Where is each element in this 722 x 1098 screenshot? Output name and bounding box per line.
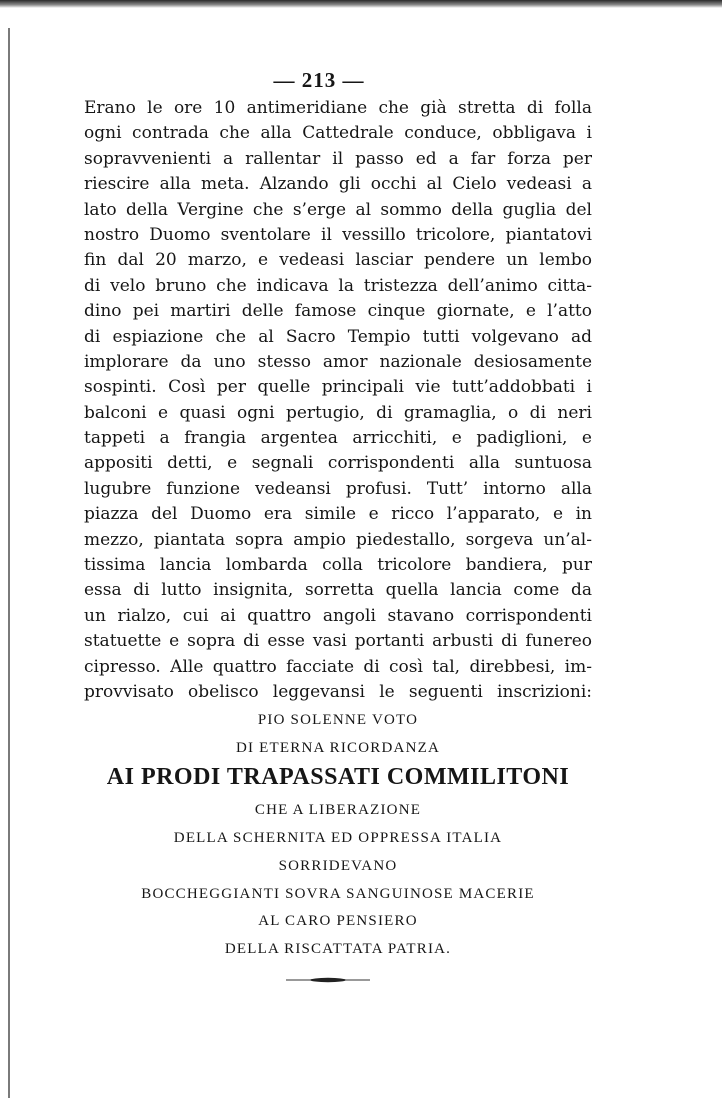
text-line: sopravvenienti a rallentar il passo ed a far forza per — [84, 148, 592, 169]
text-line: mezzo, piantata sopra ampio piedestallo, sorgeva un’al- — [84, 529, 592, 550]
inscription-line: DI ETERNA RICORDANZA — [236, 740, 440, 756]
inscription-line: DELLA RISCATTATA PATRIA. — [224, 941, 452, 957]
text-line: implorare da uno stesso amor nazionale desiosamente — [84, 351, 592, 372]
inscription-line: BOCCHEGGIANTI SOVRA SANGUINOSE MACERIE — [141, 886, 535, 902]
inscription-line: PIO SOLENNE VOTO — [257, 712, 419, 728]
end-ornament — [286, 977, 370, 983]
text-line: dino pei martiri delle famose cinque giornate, e l’atto — [84, 301, 592, 322]
text-line: di velo bruno che indicava la tristezza dell’animo citta- — [84, 275, 592, 296]
text-line: cipresso. Alle quattro facciate di così tal, direbbesi, im- — [84, 656, 592, 677]
text-line: statuette e sopra di esse vasi portanti arbusti di funereo — [84, 631, 592, 652]
inscription-line: SORRIDEVANO — [278, 858, 398, 874]
page-number: — 213 — — [273, 68, 365, 92]
text-line: lugubre funzione vedeansi profusi. Tutt’ intorno alla — [84, 478, 592, 499]
text-line: riescire alla meta. Alzando gli occhi al Cielo vedeasi a — [84, 174, 592, 195]
text-line: piazza del Duomo era simile e ricco l’apparato, e in — [84, 504, 592, 525]
text-line: tappeti a frangia argentea arricchiti, e padiglioni, e — [84, 428, 592, 449]
inscription-line: AL CARO PENSIERO — [258, 913, 418, 929]
text-line: ogni contrada che alla Cattedrale conduce, obbligava i — [84, 123, 592, 144]
inscription-line: DELLA SCHERNITA ED OPPRESSA ITALIA — [173, 830, 503, 846]
text-line: fin dal 20 marzo, e vedeasi lasciar pendere un lembo — [84, 250, 592, 271]
body-paragraph — [84, 96, 592, 705]
text-line: lato della Vergine che s’erge al sommo della guglia del — [84, 199, 592, 220]
text-line: di espiazione che al Sacro Tempio tutti volgevano ad — [84, 326, 592, 347]
inscription-line: CHE A LIBERAZIONE — [254, 802, 422, 818]
text-line: Erano le ore 10 antimeridiane che già stretta di folla — [84, 98, 592, 118]
inscription-heading: AI PRODI TRAPASSATI COMMILITONI — [106, 764, 570, 790]
text-line: nostro Duomo sventolare il vessillo tricolore, piantatovi — [84, 224, 592, 245]
text-line: balconi e quasi ogni pertugio, di gramaglia, o di neri — [84, 402, 592, 423]
text-line: appositi detti, e segnali corrispondenti alla suntuosa — [84, 453, 592, 474]
text-line: essa di lutto insignita, sorretta quella lancia come da — [84, 580, 592, 601]
text-line: un rialzo, cui ai quattro angoli stavano corrispondenti — [84, 605, 592, 626]
text-line: provvisato obelisco leggevansi le seguenti inscrizioni: — [84, 681, 592, 702]
text-line: tissima lancia lombarda colla tricolore bandiera, pur — [84, 555, 592, 576]
text-line: sospinti. Così per quelle principali vie tutt’addobbati i — [84, 377, 592, 398]
